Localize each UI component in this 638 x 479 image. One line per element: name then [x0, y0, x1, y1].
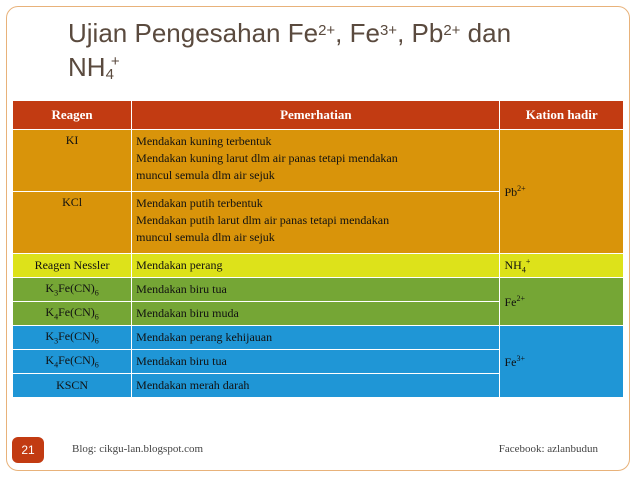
formula-part: Fe(CN): [58, 305, 95, 320]
table-row: [13, 326, 624, 350]
observation-cell: Mendakan biru tua: [132, 278, 500, 302]
title-line2-sup: +: [110, 53, 120, 70]
title-sup-3: 2+: [443, 22, 461, 39]
observation-line: Mendakan kuning terbentuk: [136, 134, 272, 148]
cation-base: Fe: [504, 294, 517, 309]
observation-cell: [132, 130, 500, 192]
formula-sub: 3: [54, 336, 59, 346]
formula-part: K: [45, 281, 55, 296]
observation-cell: [132, 192, 500, 254]
table-row: [13, 278, 624, 302]
title-line2-sub: 4: [105, 66, 114, 83]
header-pemerhatian: Pemerhatian: [132, 101, 500, 130]
observation-cell: Mendakan biru muda: [132, 302, 500, 326]
cation-sub: 4: [521, 265, 526, 275]
cation-sup: 2+: [517, 183, 526, 193]
formula-part: Fe(CN): [58, 329, 95, 344]
formula-part: Fe(CN): [58, 281, 95, 296]
reagent-cell: [13, 278, 132, 302]
title-text-3: , Pb: [397, 18, 444, 48]
title-sup-1: 2+: [318, 22, 336, 39]
reagent-cell: KSCN: [13, 374, 132, 398]
cation-base: Pb: [504, 184, 518, 199]
formula-part: K: [45, 329, 55, 344]
slide-title: [68, 16, 608, 89]
header-reagen: Reagen: [13, 101, 132, 130]
reagent-cell: [13, 326, 132, 350]
cation-sup: 2+: [516, 293, 525, 303]
formula-part: Fe(CN): [58, 353, 95, 368]
observation-cell: Mendakan biru tua: [132, 350, 500, 374]
formula-sub: 4: [54, 360, 59, 370]
cation-cell: [500, 130, 624, 254]
formula-sub: 6: [94, 336, 99, 346]
observation-cell: Mendakan perang: [132, 254, 500, 278]
cation-cell: [500, 278, 624, 326]
reagent-cell: [13, 302, 132, 326]
observation-cell: Mendakan merah darah: [132, 374, 500, 398]
title-text-1: Ujian Pengesahan Fe: [68, 18, 319, 48]
table-row: [13, 130, 624, 192]
cation-cell: [500, 254, 624, 278]
header-kation: Kation hadir: [500, 101, 624, 130]
cation-cell: [500, 326, 624, 398]
title-line2-base: NH: [68, 52, 106, 82]
formula-part: K: [45, 353, 55, 368]
formula-sub: 6: [94, 360, 99, 370]
reagent-table: [12, 100, 624, 398]
observation-line: muncul semula dlm air sejuk: [136, 230, 275, 244]
formula-part: K: [45, 305, 55, 320]
reagent-cell: KCl: [13, 192, 132, 254]
formula-sub: 6: [94, 288, 99, 298]
observation-line: Mendakan putih larut dlm air panas tetapi mendakan: [136, 213, 390, 227]
observation-line: muncul semula dlm air sejuk: [136, 168, 275, 182]
reagent-cell: Reagen Nessler: [13, 254, 132, 278]
title-text-4: dan: [460, 18, 512, 48]
reagent-cell: [13, 350, 132, 374]
observation-cell: Mendakan perang kehijauan: [132, 326, 500, 350]
cation-sup: 3+: [516, 353, 525, 363]
footer-facebook-text: Facebook: azlanbudun: [498, 443, 598, 455]
formula-sub: 6: [94, 312, 99, 322]
cation-base: NH: [504, 257, 522, 272]
reagent-cell: KI: [13, 130, 132, 192]
observation-line: Mendakan kuning larut dlm air panas tetapi mendakan: [136, 151, 398, 165]
cation-base: Fe: [504, 354, 517, 369]
formula-sub: 4: [54, 312, 59, 322]
observation-line: Mendakan putih terbentuk: [136, 196, 263, 210]
table-header-row: [13, 101, 624, 130]
cation-sup: +: [525, 256, 531, 266]
footer-blog-text: Blog: cikgu-lan.blogspot.com: [72, 443, 204, 455]
slide-number-badge: 21: [12, 437, 44, 463]
formula-sub: 3: [54, 288, 59, 298]
title-text-2: , Fe: [335, 18, 380, 48]
title-sup-2: 3+: [379, 22, 398, 39]
table-row: [13, 254, 624, 278]
